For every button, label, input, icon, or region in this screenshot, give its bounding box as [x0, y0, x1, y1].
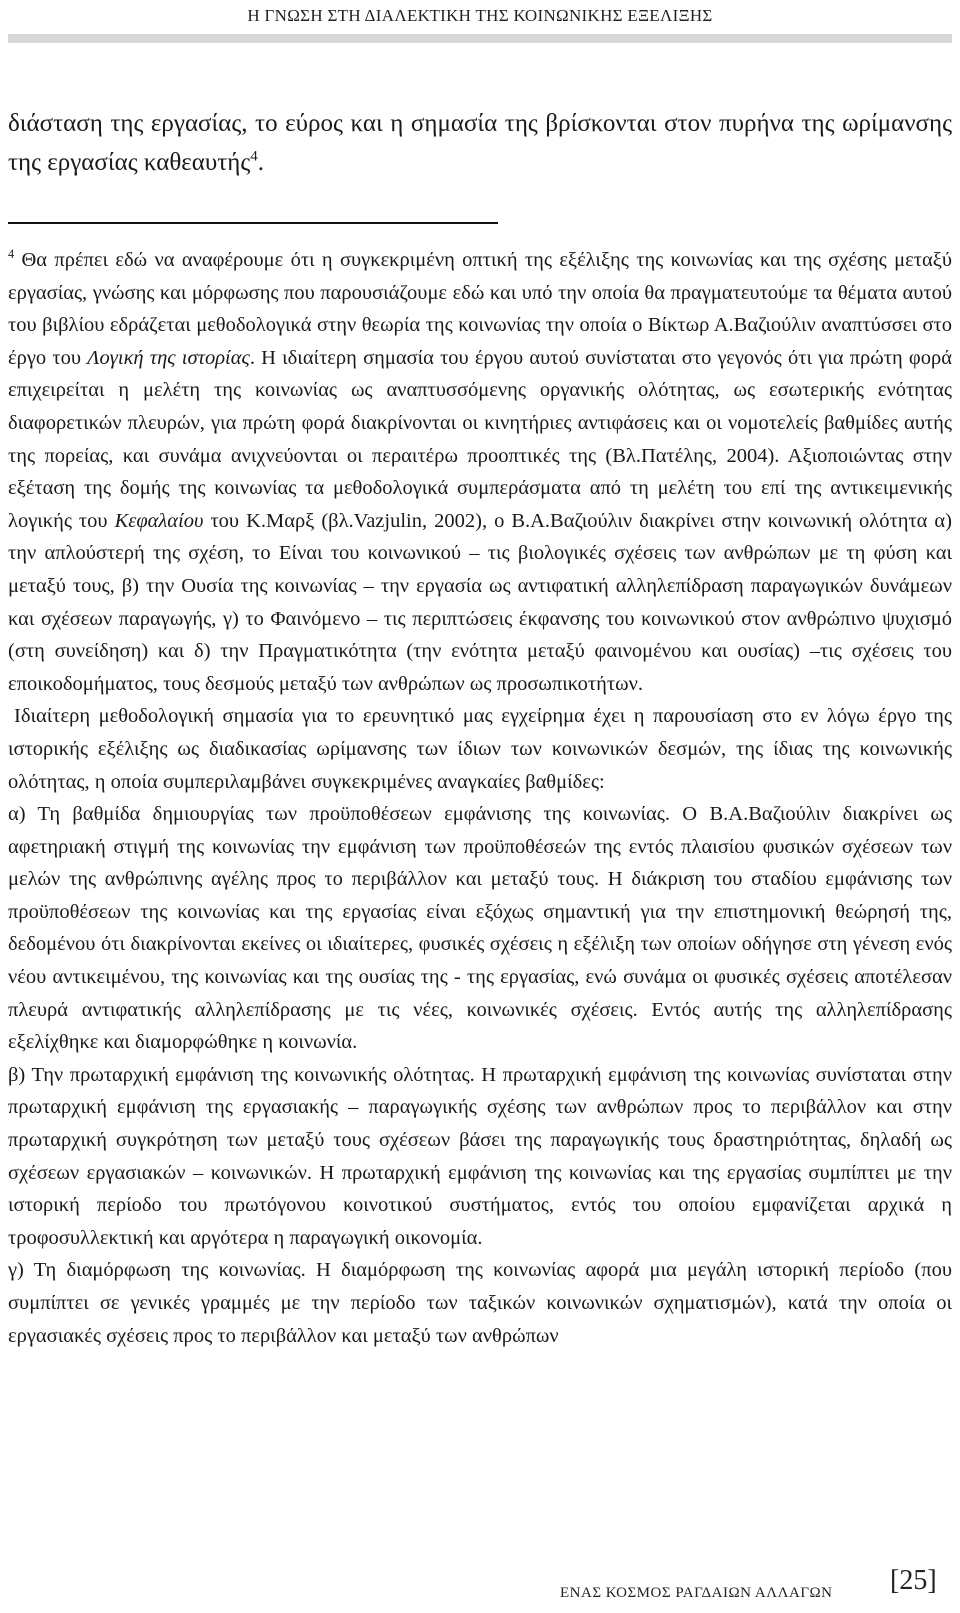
header-rule [8, 34, 952, 43]
capital-title-italic: Κεφαλαίου [114, 509, 204, 532]
footnote-reference[interactable]: 4 [250, 148, 258, 165]
footnote-paragraph-3: α) Τη βαθμίδα δημιουργίας των προϋποθέσεων εμφάνισης της κοινωνίας. Ο Β.Α.Βαζιούλιν διακρίνει ως αφετηριακή στιγμή της κοινωνίας την εμφάνιση των προϋποθέσεών της εντός πλαισίου φυσικών σχέσεων των μελών της ανθρώπινης αγέλης προς το περιβάλλον και μεταξύ τους. Η διάκριση του σταδίου εμφάνισης των προϋποθέσεων της κοινωνίας και της εργασίας είναι εξόχως σημαντική για την επιστημονική θεώρησή της, δεδομένου ότι διακρίνονται εκείνες οι ιδιαίτερες, φυσικές σχέσεις η εξέλιξη των οποίων οδήγησε στη γένεση ενός νέου αντικειμένου, της κοινωνίας και της ουσίας της - της εργασίας, ενώ συνάμα οι φυσικές σχέσεις αποτέλεσαν πλευρά αντιφατικής αλληλεπίδρασης με τις νέες, κοινωνικές σχέσεις. Εντός αυτής της αλληλεπίδρασης εξελίχθηκε και διαμορφώθηκε η κοινωνία. [8, 803, 952, 1054]
footnote-text-b: . Η ιδιαίτερη σημασία του έργου αυτού συνίσταται στο γεγονός ότι για πρώτη φορά επιχειρείται η μελέτη της κοινωνίας ως αναπτυσσόμενης οργανικής ολότητας, ως εσωτερικής ενότητας διαφορετικών πλευρών, για πρώτη φορά διακρίνονται οι κινητήριες αντιφάσεις και οι νομοτελείς βαθμίδες αυτής της πορείας, και συνάμα ανιχνεύονται οι περαιτέρω προοπτικές της (Βλ.Πατέλης, 2004). Αξιοποιώντας στην εξέταση της δομής της κοινωνίας τα μεθοδολογικά συμπεράσματα από τη μελέτη του επί της αντικειμενικής λογικής του [8, 346, 952, 532]
footnote-paragraph-2: Ιδιαίτερη μεθοδολογική σημασία για το ερευνητικό μας εγχείρημα έχει η παρουσίαση στο εν λόγω έργο της ιστορικής εξέλιξης ως διαδικασίας ωρίμανσης των ίδιων των κοινωνικών δεσμών, της ίδιας της κοινωνικής ολότητας, η οποία συμπεριλαμβάνει συγκεκριμένες αναγκαίες βαθμίδες: [8, 705, 952, 793]
page-number: [25] [890, 1565, 937, 1596]
running-footer-title: ΕΝΑΣ ΚΟΣΜΟΣ ΡΑΓΔΑΙΩΝ ΑΛΛΑΓΩΝ [560, 1585, 833, 1601]
running-header-title: Η ΓΝΩΣΗ ΣΤΗ ΔΙΑΛΕΚΤΙΚΗ ΤΗΣ ΚΟΙΝΩΝΙΚΗΣ ΕΞΕΛΙΞΗΣ [247, 6, 713, 25]
footnote-paragraph-5: γ) Τη διαμόρφωση της κοινωνίας. Η διαμόρφωση της κοινωνίας αφορά μια μεγάλη ιστορική περίοδο (που συμπίπτει σε γενικές γραμμές με την περίοδο των ταξικών κοινωνικών σχηματισμών), κατά την οποία οι εργασιακές σχέσεις προς το περιβάλλον και μεταξύ των ανθρώπων [8, 1259, 952, 1347]
running-header [0, 0, 960, 50]
footnote-paragraph-4: β) Την πρωταρχική εμφάνιση της κοινωνικής ολότητας. Η πρωταρχική εμφάνιση της κοινωνίας συνίσταται στην πρωταρχική εμφάνιση της εργασιακής – παραγωγικής σχέσης των ανθρώπων προς το περιβάλλον και στην πρωταρχική συγκρότηση των μεταξύ τους σχέσεων βάσει της παραγωγικής τους δραστηριότητας, δηλαδή ως σχέσεων εργασιακών – κοινωνικών. Η πρωταρχική εμφάνιση της κοινωνίας και της εργασίας συμπίπτει με την ιστορική περίοδο του πρωτόγονου κοινοτικού συστήματος, εντός του οποίου εμφανίζεται αρχικά η τροφοσυλλεκτική και αργότερα η παραγωγική οικονομία. [8, 1063, 952, 1249]
footnote-separator [8, 222, 498, 224]
footnote-block [8, 244, 952, 1352]
continued-paragraph [8, 104, 952, 182]
continued-paragraph-text: διάσταση της εργασίας, το εύρος και η σημασία της βρίσκονται στον πυρήνα της ωρίμανσης της εργασίας καθεαυτής [8, 110, 952, 176]
footnote-text-a: Θα πρέπει εδώ να αναφέρουμε ότι η συγκεκριμένη οπτική της εξέλιξης της κοινωνίας και της σχέσης μεταξύ εργασίας, γνώσης και μόρφωσης που παρουσιάζουμε εδώ και υπό την οποία θα πραγματευτούμε τα θέματα αυτού του βιβλίου εδράζεται μεθοδολογικά στην θεωρία της κοινωνίας την οποία ο Βίκτωρ Α.Βαζιούλιν αναπτύσσει στο έργο του [8, 249, 953, 369]
continued-paragraph-end: . [257, 149, 265, 176]
book-title-italic: Λογική της ιστορίας [87, 346, 250, 369]
footnote-text-c: του Κ.Μαρξ (βλ.Vazjulin, 2002), ο Β.Α.Βαζιούλιν διακρίνει στην κοινωνική ολότητα α) την απλούστερή της σχέση, το Είναι του κοινωνικού – τις βιολογικές σχέσεις των ανθρώπων με τη φύση και μεταξύ τους, β) την Ουσία της κοινωνίας – την εργασία ως αντιφατική αλληλεπίδραση παραγωγικών δυνάμεων και σχέσεων παραγωγής, γ) το Φαινόμενο – τις περιπτώσεις έκφανσης του κοινωνικού στον ανθρώπινο ψυχισμό (στη συνείδηση) και δ) την Πραγματικότητα (την ενότητα μεταξύ φαινομένου και ουσίας) –τις σχέσεις του εποικοδομήματος, τους δεσμούς μεταξύ των ανθρώπων ως προσωπικοτήτων. [8, 509, 952, 695]
footnote-paragraph-1 [8, 244, 952, 700]
footnote-marker: 4 [8, 247, 15, 262]
